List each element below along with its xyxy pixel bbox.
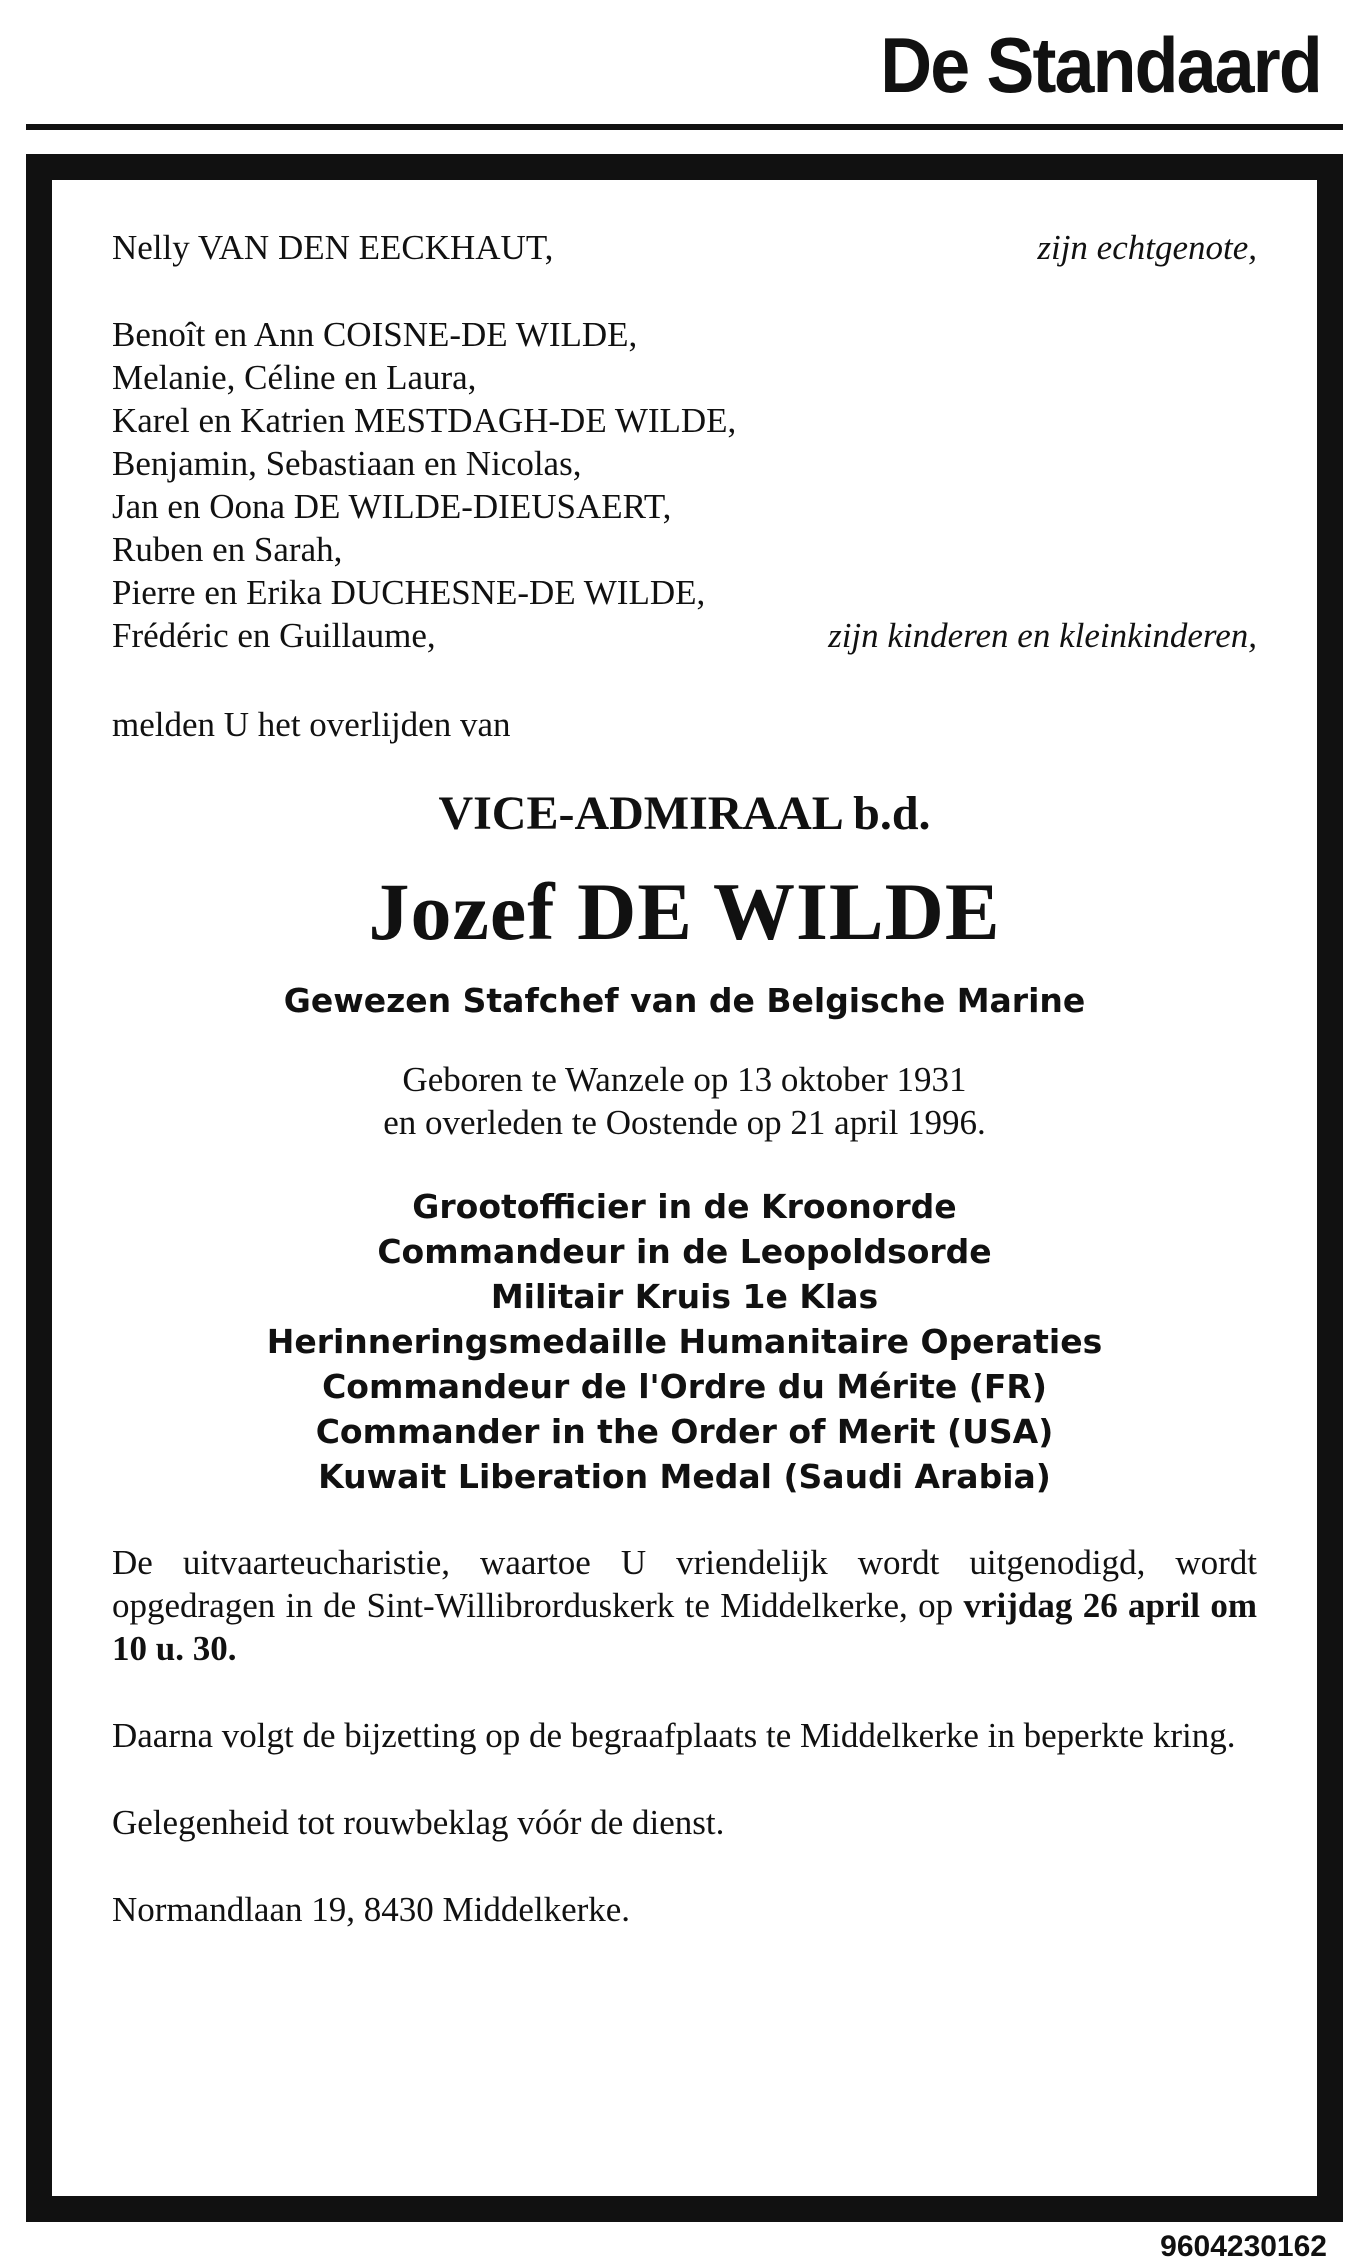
announcement-text: melden U het overlijden van <box>112 705 511 744</box>
family-line: Benoît en Ann COISNE-DE WILDE, <box>112 315 638 354</box>
spouse-row <box>112 226 1257 269</box>
decoration-item: Commander in the Order of Merit (USA) <box>315 1412 1054 1451</box>
condolence-paragraph: Gelegenheid tot rouwbeklag vóór de dienst. <box>112 1803 725 1842</box>
address-line: Normandlaan 19, 8430 Middelkerke. <box>112 1890 631 1929</box>
decorations-list <box>112 1184 1257 1499</box>
service-paragraph <box>112 1541 1257 1670</box>
family-line: Frédéric en Guillaume, <box>112 616 436 655</box>
family-line: Ruben en Sarah, <box>112 530 343 569</box>
family-line: Benjamin, Sebastiaan en Nicolas, <box>112 444 582 483</box>
obituary-content <box>112 226 1257 1931</box>
family-line: Karel en Katrien MESTDAGH-DE WILDE, <box>112 401 737 440</box>
family-line: Jan en Oona DE WILDE-DIEUSAERT, <box>112 487 672 526</box>
deceased-name: Jozef DE WILDE <box>368 866 1001 957</box>
birth-line: Geboren te Wanzele op 13 oktober 1931 <box>402 1060 967 1099</box>
birth-death-dates <box>112 1058 1257 1144</box>
decoration-item: Commandeur in de Leopoldsorde <box>377 1232 992 1271</box>
service-date: vrijdag 26 april om 10 u. 30. <box>112 1586 1257 1668</box>
family-line: Melanie, Céline en Laura, <box>112 358 477 397</box>
decoration-item: Kuwait Liberation Medal (Saudi Arabia) <box>318 1457 1051 1496</box>
decoration-item: Militair Kruis 1e Klas <box>490 1277 879 1316</box>
service-text: De uitvaarteucharistie, waartoe U vriendelijk wordt uitgenodigd, wordt opgedragen in de Sint-Willibrorduskerk te Middelkerke, op <box>112 1543 1257 1625</box>
family-line: Pierre en Erika DUCHESNE-DE WILDE, <box>112 573 706 612</box>
decoration-item: Herinneringsmedaille Humanitaire Operaties <box>266 1322 1103 1361</box>
masthead-rule <box>26 124 1343 130</box>
obituary-frame <box>26 154 1343 2222</box>
reference-number: 9604230162 <box>1160 2230 1327 2263</box>
death-line: en overleden te Oostende op 21 april 1996. <box>383 1103 986 1142</box>
decoration-item: Grootofficier in de Kroonorde <box>412 1187 957 1226</box>
children-list <box>112 313 1257 657</box>
children-role: zijn kinderen en kleinkinderen, <box>828 616 1257 655</box>
burial-paragraph: Daarna volgt de bijzetting op de begraafplaats te Middelkerke in beperkte kring. <box>112 1716 1236 1755</box>
spouse-role: zijn echtgenote, <box>1037 228 1257 267</box>
children-last-row <box>112 614 1257 657</box>
decoration-item: Commandeur de l'Ordre du Mérite (FR) <box>322 1367 1047 1406</box>
deceased-rank: VICE-ADMIRAAL b.d. <box>438 787 931 840</box>
deceased-function: Gewezen Stafchef van de Belgische Marine <box>283 981 1086 1020</box>
newspaper-masthead: De Standaard <box>880 21 1321 109</box>
spouse-name: Nelly VAN DEN EECKHAUT, <box>112 228 554 267</box>
